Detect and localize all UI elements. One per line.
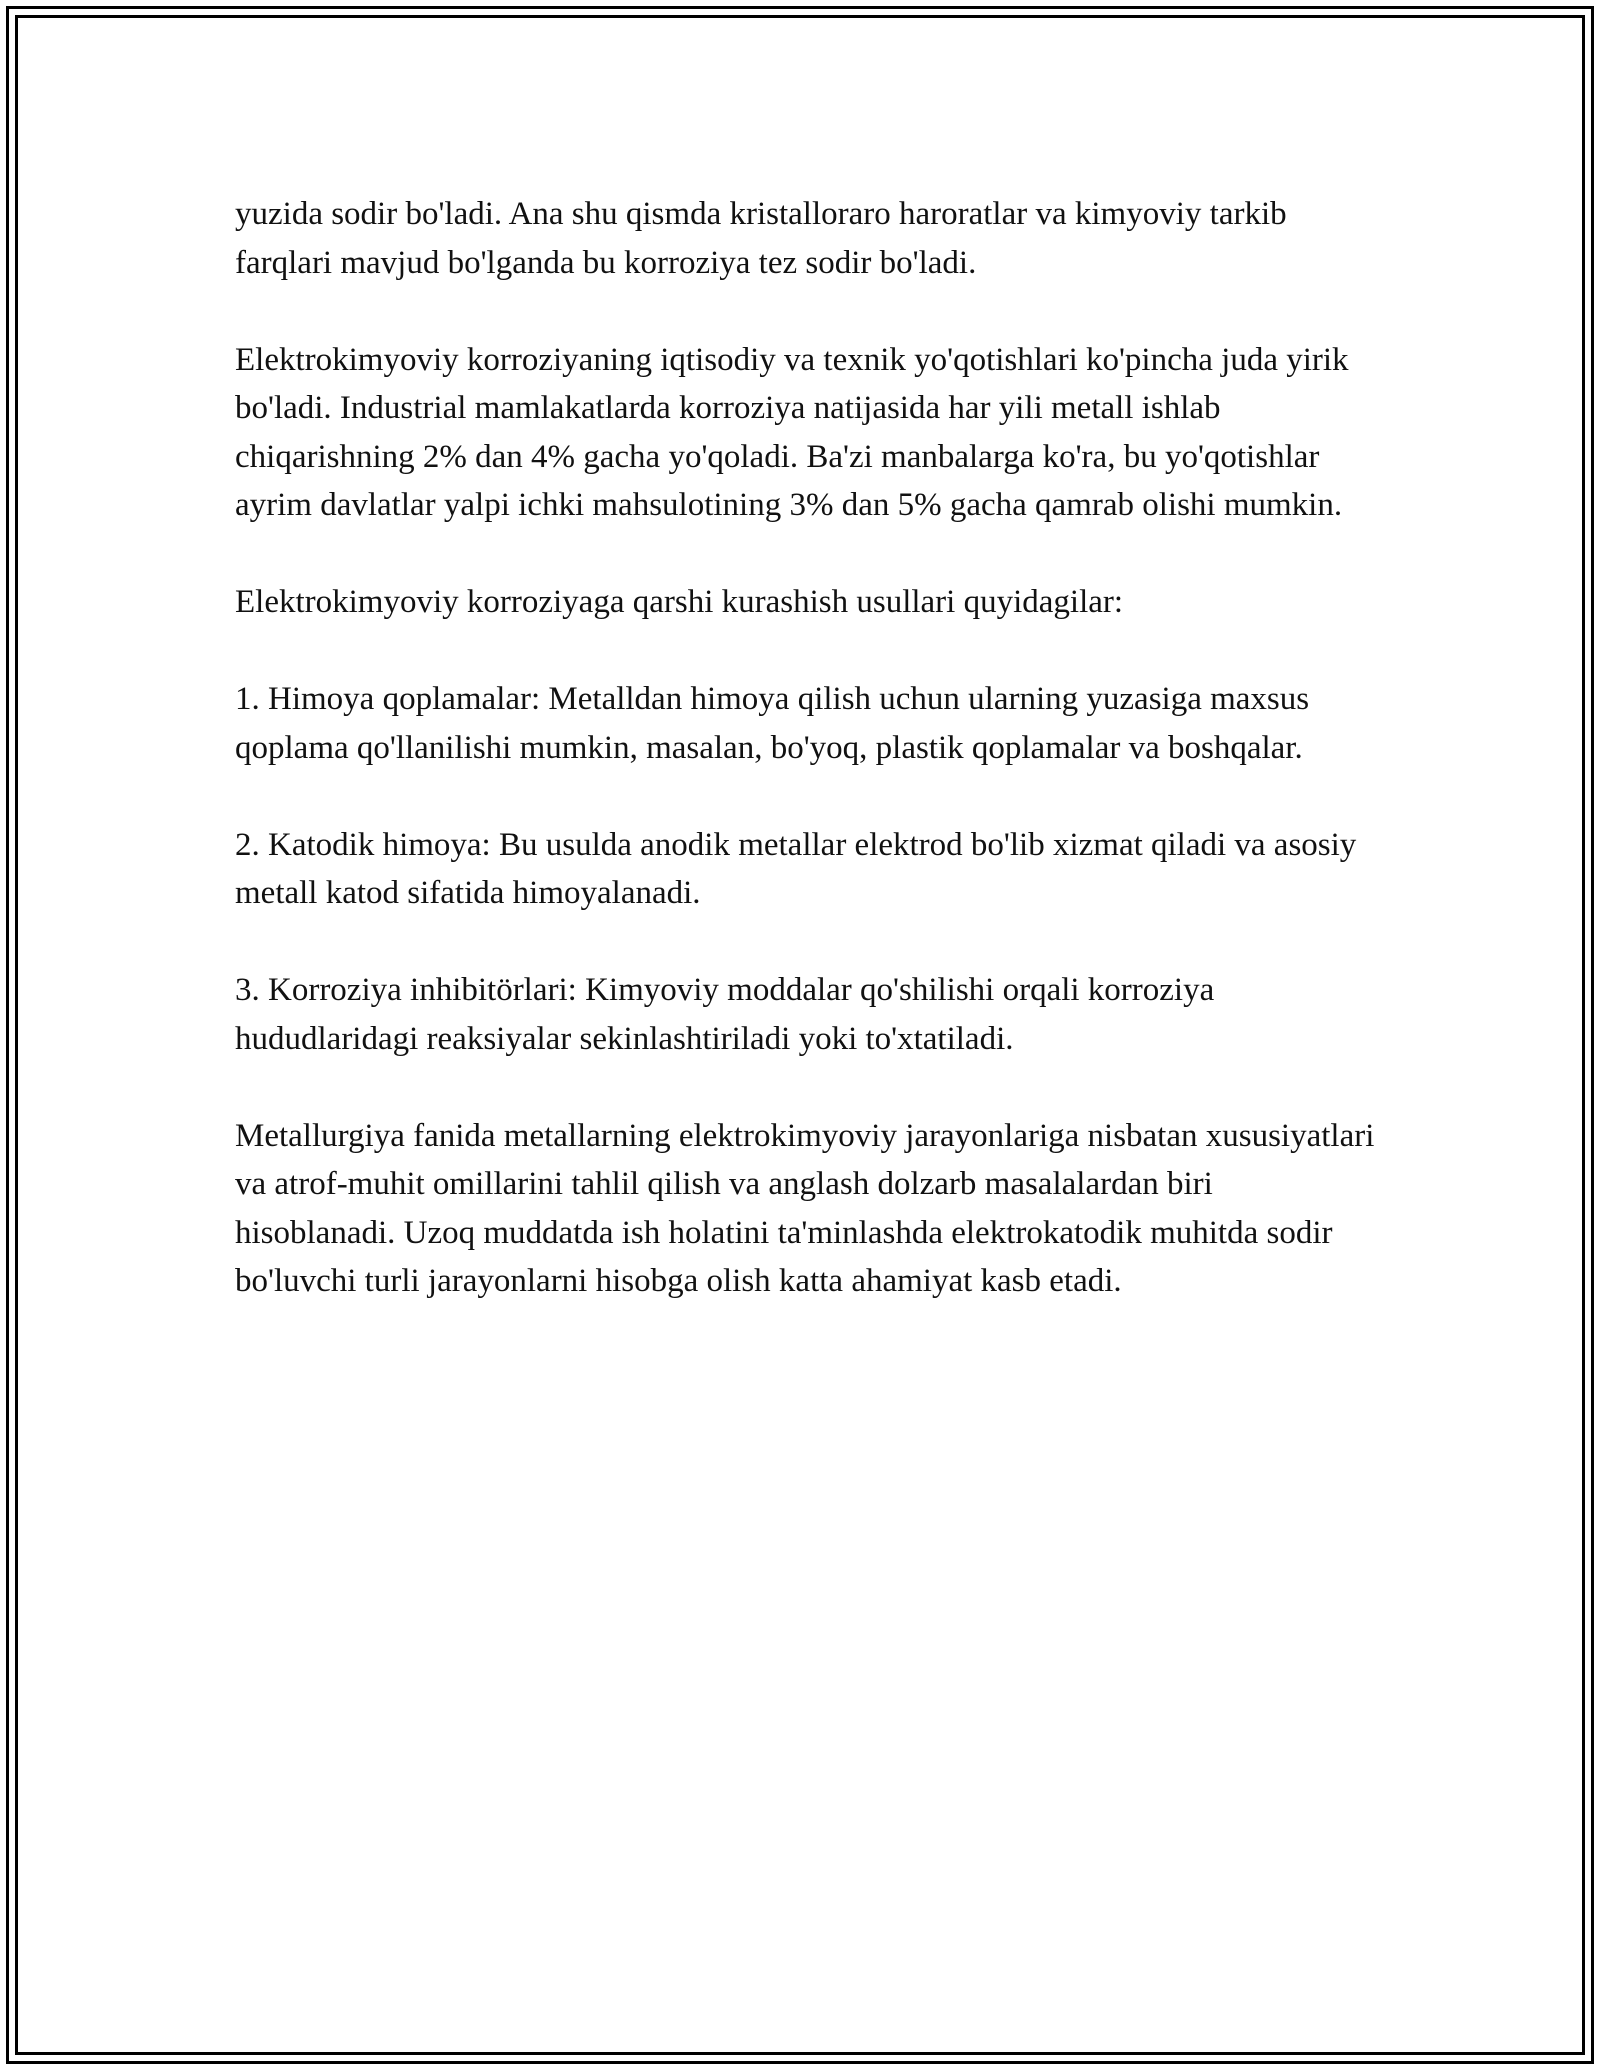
list-item-corrosion-inhibitors: 3. Korroziya inhibitörlari: Kimyoviy moddalar qo'shilishi orqali korroziya hududlaridagi reaksiyalar sekinlashtiriladi yoki to'xtatiladi. bbox=[235, 972, 1215, 1057]
paragraph-corrosion-intro: yuzida sodir bo'ladi. Ana shu qismda kristalloraro haroratlar va kimyoviy tarkib farqlari mavjud bo'lganda bu korroziya tez sodir bo'ladi. bbox=[235, 196, 1287, 281]
list-item-cathodic-protection: 2. Katodik himoya: Bu usulda anodik metallar elektrod bo'lib xizmat qiladi va asosiy metall katod sifatida himoyalanadi. bbox=[235, 826, 1357, 911]
paragraph-methods-heading: Elektrokimyoviy korroziyaga qarshi kurashish usullari quyidagilar: bbox=[235, 584, 1124, 620]
paragraph-conclusion: Metallurgiya fanida metallarning elektrokimyoviy jarayonlariga nisbatan xususiyatlari va atrof-muhit omillarini tahlil qilish va anglash dolzarb masalalardan biri hisoblanadi. Uzoq muddatda ish holatini ta'minlashda elektrokatodik muhitda sodir bo'luvchi turli jarayonlarni hisobga olish katta ahamiyat kasb etadi. bbox=[235, 1117, 1375, 1299]
list-item-protective-coatings: 1. Himoya qoplamalar: Metalldan himoya qilish uchun ularning yuzasiga maxsus qoplama qo'llanilishi mumkin, masalan, bo'yoq, plastik qoplamalar va boshqalar. bbox=[235, 681, 1310, 766]
paragraph-economic-losses: Elektrokimyoviy korroziyaning iqtisodiy va texnik yo'qotishlari ko'pincha juda yirik bo'ladi. Industrial mamlakatlarda korroziya natijasida har yili metall ishlab chiqarishning 2% dan 4% gacha yo'qoladi. Ba'zi manbalarga ko'ra, bu yo'qotishlar ayrim davlatlar yalpi ichki mahsulotining 3% dan 5% gacha qamrab olishi mumkin. bbox=[235, 341, 1349, 523]
document-body bbox=[235, 190, 1375, 1306]
